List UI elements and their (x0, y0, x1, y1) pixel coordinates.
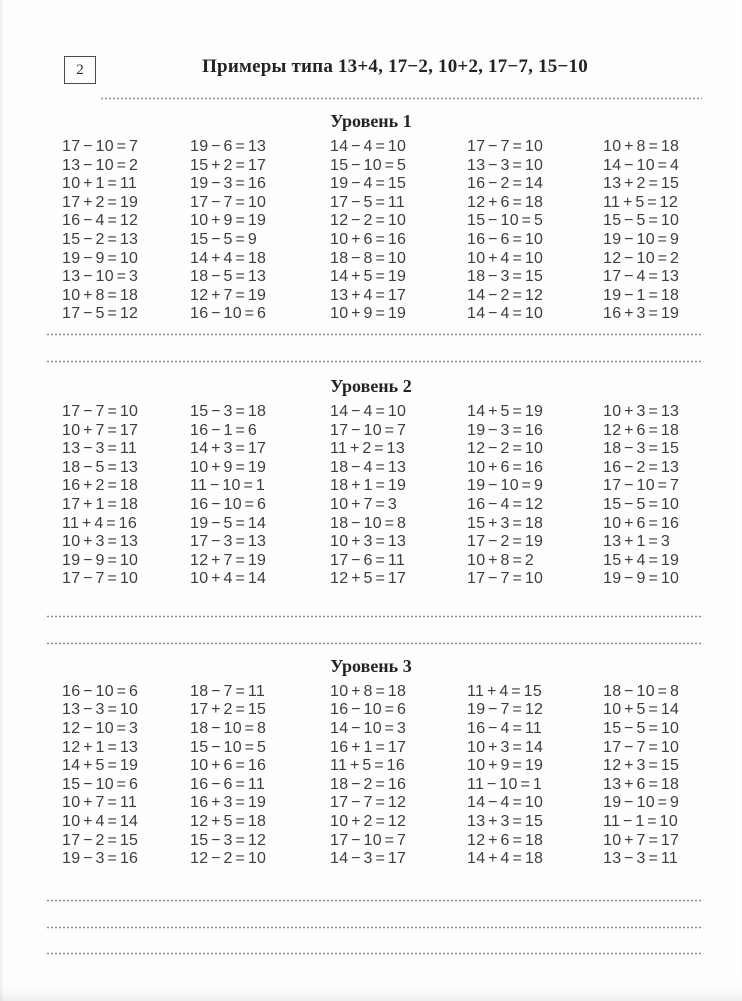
equation-cell: 10 + 9 = 19 (330, 305, 407, 323)
equation-column (330, 683, 467, 869)
equation-cell: 18 − 7 = 11 (190, 682, 266, 700)
dotted-divider (46, 642, 702, 645)
equation-cell: 19 − 1 = 18 (603, 286, 680, 304)
equation-cell: 17 − 4 = 13 (603, 268, 680, 286)
equation-cell: 18 − 10 = 8 (190, 720, 267, 738)
equation-cell: 10 + 5 = 14 (603, 701, 680, 719)
equation-cell: 15 − 10 = 5 (190, 738, 267, 756)
equation-column (190, 138, 330, 324)
equation-cell: 17 − 6 = 11 (330, 551, 406, 569)
dotted-divider (46, 899, 702, 902)
equation-cell: 16 − 4 = 12 (62, 212, 139, 230)
equation-cell: 18 − 5 = 13 (190, 268, 267, 286)
equation-column (467, 683, 603, 869)
dotted-divider (46, 952, 702, 955)
equation-cell: 12 + 5 = 17 (330, 570, 407, 588)
equation-cell: 11 − 10 = 1 (190, 477, 266, 495)
equation-column (603, 683, 712, 869)
equation-cell: 14 + 4 = 18 (467, 850, 544, 868)
equation-cell: 17 − 2 = 19 (467, 533, 544, 551)
equation-cell: 13 + 6 = 18 (603, 775, 680, 793)
equation-cell: 10 + 6 = 16 (330, 230, 407, 248)
equation-cell: 11 + 2 = 13 (330, 440, 406, 458)
equation-cell: 17 + 2 = 15 (190, 701, 267, 719)
equation-column (190, 403, 330, 589)
equation-cell: 15 + 4 = 19 (603, 551, 680, 569)
equation-column (62, 403, 190, 589)
equation-cell: 13 − 10 = 2 (62, 156, 139, 174)
level-3-grid (0, 683, 742, 869)
equation-cell: 13 + 4 = 17 (330, 286, 407, 304)
equation-cell: 10 + 4 = 14 (190, 570, 267, 588)
equation-cell: 17 + 2 = 19 (62, 193, 139, 211)
equation-column (330, 138, 467, 324)
equation-cell: 10 + 6 = 16 (467, 458, 544, 476)
equation-cell: 10 + 3 = 13 (62, 533, 139, 551)
equation-cell: 10 + 4 = 10 (467, 249, 544, 267)
equation-cell: 19 − 9 = 10 (62, 249, 139, 267)
equation-cell: 18 − 4 = 13 (330, 458, 407, 476)
equation-cell: 18 − 5 = 13 (62, 458, 139, 476)
equation-cell: 10 + 7 = 17 (603, 831, 680, 849)
equation-cell: 14 + 5 = 19 (62, 757, 139, 775)
page-title: Примеры типа 13+4, 17−2, 10+2, 17−7, 15−10 (202, 56, 588, 77)
equation-cell: 14 − 4 = 10 (330, 402, 407, 420)
equation-cell: 19 − 10 = 9 (603, 794, 680, 812)
equation-cell: 12 + 6 = 18 (603, 421, 680, 439)
equation-cell: 14 + 5 = 19 (330, 268, 407, 286)
equation-cell: 18 + 1 = 19 (330, 477, 407, 495)
equation-cell: 13 − 3 = 11 (603, 850, 679, 868)
equation-cell: 15 − 3 = 18 (190, 402, 267, 420)
level-1-heading: Уровень 1 (330, 111, 412, 131)
dotted-divider (46, 615, 702, 618)
equation-cell: 13 + 1 = 3 (603, 533, 671, 551)
equation-cell: 19 − 9 = 10 (62, 551, 139, 569)
equation-cell: 17 − 7 = 10 (467, 138, 544, 155)
equation-cell: 11 + 4 = 15 (467, 682, 543, 700)
equation-cell: 16 − 1 = 6 (190, 421, 258, 439)
equation-cell: 18 − 3 = 15 (467, 268, 544, 286)
equation-column (603, 403, 712, 589)
equation-cell: 14 − 4 = 10 (330, 138, 407, 155)
equation-cell: 13 + 2 = 15 (603, 175, 680, 193)
equation-cell: 17 − 7 = 10 (467, 570, 544, 588)
equation-cell: 10 + 6 = 16 (603, 514, 680, 532)
equation-cell: 16 − 4 = 11 (467, 720, 543, 738)
equation-cell: 13 − 3 = 10 (467, 156, 544, 174)
equation-cell: 19 − 7 = 12 (467, 701, 544, 719)
equation-cell: 17 − 7 = 10 (62, 570, 139, 588)
dotted-divider (46, 360, 702, 363)
equation-cell: 12 − 10 = 3 (62, 720, 139, 738)
equation-cell: 10 + 7 = 11 (62, 794, 138, 812)
equation-cell: 10 + 6 = 16 (190, 757, 267, 775)
equation-cell: 14 + 5 = 19 (467, 402, 544, 420)
equation-cell: 16 + 2 = 18 (62, 477, 139, 495)
equation-cell: 17 − 2 = 15 (62, 831, 139, 849)
equation-cell: 18 − 3 = 15 (603, 440, 680, 458)
equation-cell: 16 + 3 = 19 (603, 305, 680, 323)
equation-cell: 12 + 6 = 18 (467, 193, 544, 211)
equation-cell: 16 − 10 = 6 (330, 701, 407, 719)
equation-column (603, 138, 712, 324)
equation-cell: 19 − 3 = 16 (467, 421, 544, 439)
equation-cell: 14 − 10 = 3 (330, 720, 407, 738)
equation-cell: 10 + 4 = 14 (62, 813, 139, 831)
equation-cell: 18 − 8 = 10 (330, 249, 407, 267)
equation-cell: 14 − 4 = 10 (467, 794, 544, 812)
level-1-grid (0, 138, 742, 324)
equation-cell: 14 − 10 = 4 (603, 156, 680, 174)
equation-cell: 10 + 3 = 14 (467, 738, 544, 756)
dotted-divider (46, 333, 702, 336)
equation-cell: 12 − 2 = 10 (330, 212, 407, 230)
equation-cell: 17 − 7 = 10 (62, 402, 139, 420)
equation-cell: 17 − 7 = 10 (190, 193, 267, 211)
equation-cell: 11 + 5 = 12 (603, 193, 679, 211)
equation-cell: 16 − 4 = 12 (467, 495, 544, 513)
equation-cell: 13 − 3 = 10 (62, 701, 139, 719)
equation-cell: 10 + 3 = 13 (330, 533, 407, 551)
equation-cell: 12 + 3 = 15 (603, 757, 680, 775)
equation-cell: 17 − 10 = 7 (330, 421, 407, 439)
equation-cell: 19 − 9 = 10 (603, 570, 680, 588)
equation-cell: 12 + 5 = 18 (190, 813, 267, 831)
equation-cell: 19 − 4 = 15 (330, 175, 407, 193)
equation-cell: 11 − 10 = 1 (467, 775, 543, 793)
equation-column (62, 138, 190, 324)
equation-cell: 15 − 10 = 5 (330, 156, 407, 174)
equation-column (62, 683, 190, 869)
equation-cell: 16 − 2 = 13 (603, 458, 680, 476)
equation-cell: 19 − 3 = 16 (190, 175, 267, 193)
equation-cell: 17 − 10 = 7 (603, 477, 680, 495)
equation-column (467, 403, 603, 589)
equation-cell: 11 + 5 = 16 (330, 757, 406, 775)
equation-cell: 18 − 10 = 8 (330, 514, 407, 532)
equation-cell: 10 + 2 = 12 (330, 813, 407, 831)
equation-cell: 16 + 3 = 19 (190, 794, 267, 812)
equation-cell: 10 + 8 = 18 (603, 138, 680, 155)
equation-cell: 14 − 4 = 10 (467, 305, 544, 323)
page-header (0, 0, 742, 90)
equation-cell: 16 − 2 = 14 (467, 175, 544, 193)
equation-cell: 10 + 7 = 3 (330, 495, 398, 513)
equation-cell: 17 − 10 = 7 (330, 831, 407, 849)
equation-cell: 13 − 3 = 11 (62, 440, 138, 458)
equation-cell: 14 + 4 = 18 (190, 249, 267, 267)
equation-cell: 12 + 7 = 19 (190, 286, 267, 304)
equation-cell: 14 − 3 = 17 (330, 850, 407, 868)
equation-cell: 12 + 1 = 13 (62, 738, 139, 756)
equation-cell: 10 + 1 = 11 (62, 175, 138, 193)
equation-cell: 15 − 5 = 10 (603, 212, 680, 230)
equation-cell: 16 − 10 = 6 (62, 682, 139, 700)
equation-cell: 17 − 10 = 7 (62, 138, 139, 155)
equation-cell: 10 + 8 = 18 (62, 286, 139, 304)
equation-column (190, 683, 330, 869)
equation-cell: 12 − 2 = 10 (467, 440, 544, 458)
equation-cell: 18 − 10 = 8 (603, 682, 680, 700)
equation-cell: 10 + 9 = 19 (190, 458, 267, 476)
equation-cell: 12 − 10 = 2 (603, 249, 680, 267)
level-section-2 (0, 375, 742, 589)
dotted-divider (46, 926, 702, 929)
equation-cell: 14 + 3 = 17 (190, 440, 267, 458)
equation-cell: 17 − 5 = 11 (330, 193, 406, 211)
equation-cell: 10 + 3 = 13 (603, 402, 680, 420)
equation-cell: 10 + 9 = 19 (190, 212, 267, 230)
equation-cell: 19 − 6 = 13 (190, 138, 267, 155)
equation-cell: 13 + 3 = 15 (467, 813, 544, 831)
equation-cell: 10 + 7 = 17 (62, 421, 139, 439)
equation-cell: 16 − 10 = 6 (190, 495, 267, 513)
equation-cell: 15 − 5 = 9 (190, 230, 258, 248)
equation-cell: 16 − 6 = 10 (467, 230, 544, 248)
equation-cell: 12 + 7 = 19 (190, 551, 267, 569)
equation-cell: 16 − 6 = 11 (190, 775, 266, 793)
equation-cell: 17 − 5 = 12 (62, 305, 139, 323)
equation-cell: 15 − 5 = 10 (603, 495, 680, 513)
equation-cell: 15 − 2 = 13 (62, 230, 139, 248)
equation-cell: 14 − 2 = 12 (467, 286, 544, 304)
equation-cell: 15 − 5 = 10 (603, 720, 680, 738)
equation-cell: 16 − 10 = 6 (190, 305, 267, 323)
equation-cell: 15 − 3 = 12 (190, 831, 267, 849)
level-2-heading: Уровень 2 (330, 375, 412, 396)
equation-cell: 17 − 7 = 12 (330, 794, 407, 812)
level-section-3 (0, 655, 742, 869)
equation-cell: 15 − 10 = 5 (467, 212, 544, 230)
equation-column (467, 138, 603, 324)
equation-cell: 19 − 5 = 14 (190, 514, 267, 532)
page-number: 2 (76, 61, 84, 78)
equation-cell: 19 − 3 = 16 (62, 850, 139, 868)
equation-cell: 16 + 1 = 17 (330, 738, 407, 756)
level-3-heading: Уровень 3 (330, 655, 412, 676)
equation-cell: 12 + 6 = 18 (467, 831, 544, 849)
equation-cell: 15 − 10 = 6 (62, 775, 139, 793)
equation-cell: 11 − 1 = 10 (603, 813, 679, 831)
equation-cell: 18 − 2 = 16 (330, 775, 407, 793)
dotted-divider (100, 97, 702, 100)
equation-cell: 15 + 2 = 17 (190, 156, 267, 174)
level-section-1 (0, 110, 742, 324)
equation-cell: 11 + 4 = 16 (62, 514, 138, 532)
equation-cell: 10 + 9 = 19 (467, 757, 544, 775)
equation-cell: 19 − 10 = 9 (603, 230, 680, 248)
equation-cell: 19 − 10 = 9 (467, 477, 544, 495)
equation-cell: 17 + 1 = 18 (62, 495, 139, 513)
equation-column (330, 403, 467, 589)
equation-cell: 15 + 3 = 18 (467, 514, 544, 532)
equation-cell: 17 − 7 = 10 (603, 738, 680, 756)
equation-cell: 12 − 2 = 10 (190, 850, 267, 868)
page-number-box (64, 56, 96, 84)
equation-cell: 13 − 10 = 3 (62, 268, 139, 286)
equation-cell: 17 − 3 = 13 (190, 533, 267, 551)
equation-cell: 10 + 8 = 2 (467, 551, 535, 569)
equation-cell: 10 + 8 = 18 (330, 682, 407, 700)
level-2-grid (0, 403, 742, 589)
